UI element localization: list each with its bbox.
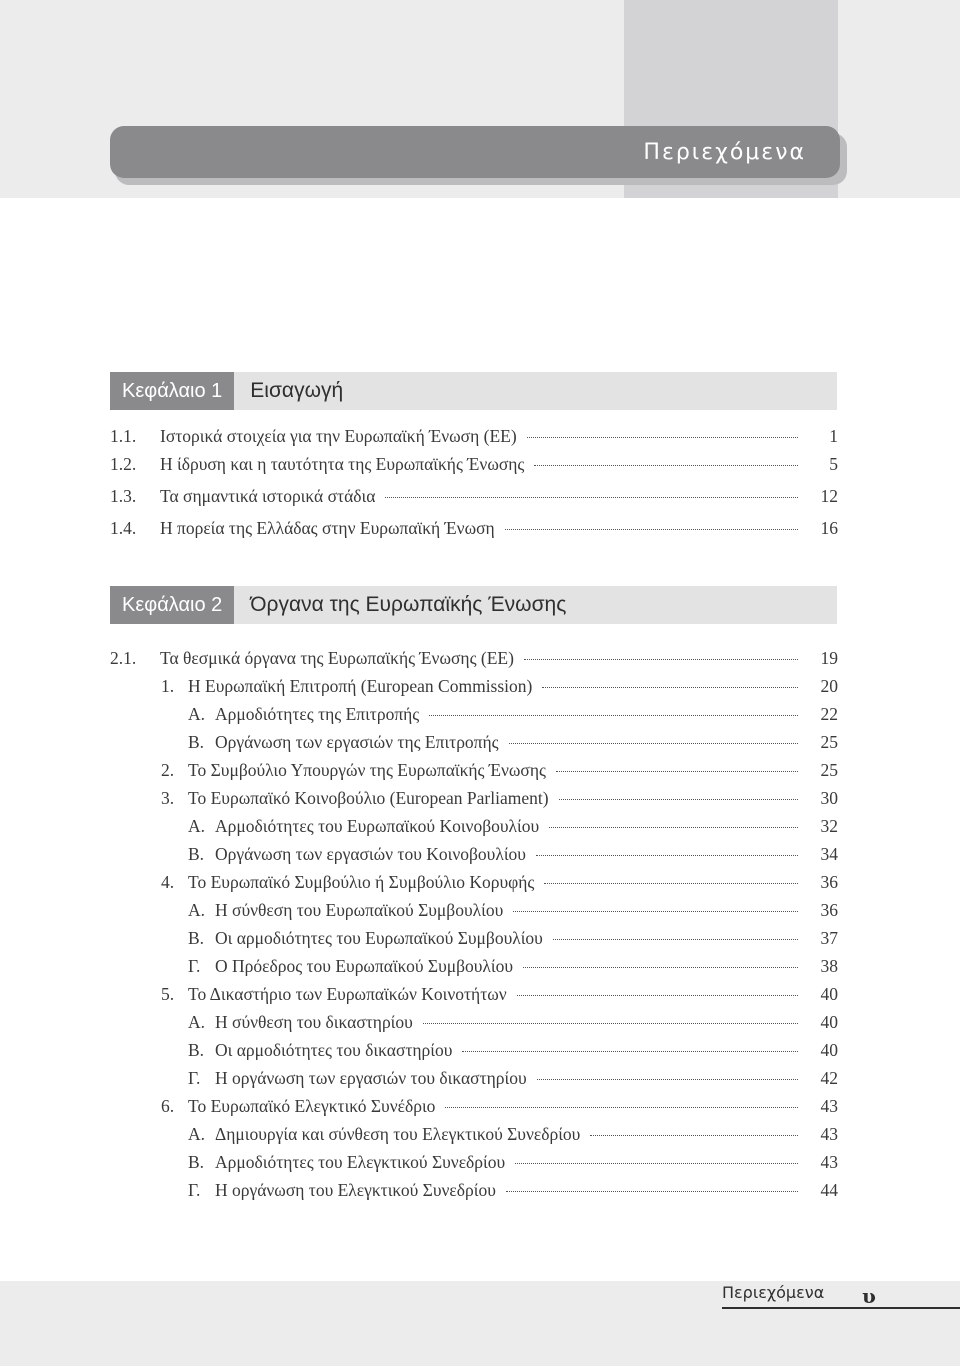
entry-number: 1.3. bbox=[110, 486, 137, 506]
subentry-title: Η σύνθεση του Ευρωπαϊκού Συμβουλίου bbox=[215, 900, 504, 920]
entry-title: Τα σημαντικά ιστορικά στάδια bbox=[160, 486, 376, 506]
subentry-number: Α. bbox=[188, 704, 206, 724]
subentry-number: Β. bbox=[188, 928, 205, 948]
subentry-page: 37 bbox=[820, 928, 838, 948]
toc-entry[interactable] bbox=[110, 518, 838, 542]
dot-leader bbox=[523, 967, 798, 968]
subentry-title: Οι αρμοδιότητες του Ευρωπαϊκού Συμβουλίου bbox=[215, 928, 543, 948]
entry-number: 1.1. bbox=[110, 426, 137, 446]
entry-page: 5 bbox=[829, 454, 838, 474]
dot-leader bbox=[445, 1107, 798, 1108]
chapter-1-label: Κεφάλαιο 1 bbox=[110, 372, 234, 410]
entry-number: 1.2. bbox=[110, 454, 137, 474]
subentry-page: 40 bbox=[820, 1012, 838, 1032]
subentry-title: Οργάνωση των εργασιών του Κοινοβουλίου bbox=[215, 844, 526, 864]
subentry-page: 32 bbox=[820, 816, 838, 836]
dot-leader bbox=[549, 827, 798, 828]
subentry-number: 1. bbox=[161, 676, 175, 696]
subentry-number: 2. bbox=[161, 760, 175, 780]
toc-entry[interactable] bbox=[110, 486, 838, 510]
entry-page: 19 bbox=[820, 648, 838, 668]
subentry-title: Οργάνωση των εργασιών της Επιτροπής bbox=[215, 732, 499, 752]
dot-leader bbox=[527, 437, 798, 438]
subentry-title: Το Συμβούλιο Υπουργών της Ευρωπαϊκής Ένωσης bbox=[188, 760, 546, 780]
dot-leader bbox=[517, 995, 798, 996]
dot-leader bbox=[590, 1135, 798, 1136]
subentry-number: 4. bbox=[161, 872, 175, 892]
toc-subentry[interactable] bbox=[188, 816, 838, 840]
dot-leader bbox=[513, 911, 798, 912]
dot-leader bbox=[534, 465, 798, 466]
subentry-page: 38 bbox=[820, 956, 838, 976]
subentry-number: Α. bbox=[188, 1124, 206, 1144]
footer-rule bbox=[722, 1307, 960, 1309]
dot-leader bbox=[385, 497, 798, 498]
footer-page-number: υ bbox=[862, 1284, 876, 1308]
subentry-number: 3. bbox=[161, 788, 175, 808]
subentry-number: Α. bbox=[188, 816, 206, 836]
subentry-page: 44 bbox=[820, 1180, 838, 1200]
entry-page: 16 bbox=[820, 518, 838, 538]
toc-entry[interactable] bbox=[110, 426, 838, 450]
toc-subentry[interactable] bbox=[161, 984, 838, 1008]
chapter-1-title: Εισαγωγή bbox=[250, 379, 344, 402]
dot-leader bbox=[544, 883, 798, 884]
dot-leader bbox=[559, 799, 798, 800]
subentry-title: Το Δικαστήριο των Ευρωπαϊκών Κοινοτήτων bbox=[188, 984, 507, 1004]
dot-leader bbox=[524, 659, 798, 660]
subentry-title: Το Ευρωπαϊκό Ελεγκτικό Συνέδριο bbox=[188, 1096, 436, 1116]
toc-entry[interactable] bbox=[110, 648, 838, 672]
entry-title: Η ίδρυση και η ταυτότητα της Ευρωπαϊκής Ένωσης bbox=[160, 454, 525, 474]
subentry-page: 43 bbox=[820, 1124, 838, 1144]
subentry-title: Αρμοδιότητες του Ευρωπαϊκού Κοινοβουλίου bbox=[215, 816, 540, 836]
chapter-2-label: Κεφάλαιο 2 bbox=[110, 586, 234, 624]
toc-subentry[interactable] bbox=[188, 900, 838, 924]
subentry-title: Η οργάνωση των εργασιών του δικαστηρίου bbox=[215, 1068, 527, 1088]
subentry-number: Β. bbox=[188, 732, 205, 752]
subentry-page: 42 bbox=[820, 1068, 838, 1088]
subentry-page: 36 bbox=[820, 900, 838, 920]
subentry-page: 25 bbox=[820, 760, 838, 780]
dot-leader bbox=[429, 715, 798, 716]
dot-leader bbox=[515, 1163, 798, 1164]
subentry-title: Η οργάνωση του Ελεγκτικού Συνεδρίου bbox=[215, 1180, 496, 1200]
entry-number: 1.4. bbox=[110, 518, 137, 538]
toc-subentry[interactable] bbox=[188, 844, 838, 868]
toc-subentry[interactable] bbox=[161, 760, 838, 784]
dot-leader bbox=[509, 743, 798, 744]
dot-leader bbox=[536, 855, 798, 856]
dot-leader bbox=[462, 1051, 798, 1052]
toc-subentry[interactable] bbox=[188, 928, 838, 952]
toc-subentry[interactable] bbox=[161, 676, 838, 700]
entry-title: Ιστορικά στοιχεία για την Ευρωπαϊκή Ένωση (ΕΕ) bbox=[160, 426, 517, 446]
subentry-page: 36 bbox=[820, 872, 838, 892]
entry-number: 2.1. bbox=[110, 648, 137, 668]
subentry-number: Γ. bbox=[188, 1180, 201, 1200]
toc-subentry[interactable] bbox=[188, 1040, 838, 1064]
subentry-number: 6. bbox=[161, 1096, 175, 1116]
toc-subentry[interactable] bbox=[188, 1180, 838, 1204]
subentry-page: 40 bbox=[820, 1040, 838, 1060]
subentry-number: 5. bbox=[161, 984, 175, 1004]
subentry-title: Το Ευρωπαϊκό Κοινοβούλιο (European Parliament) bbox=[188, 788, 549, 808]
toc-subentry[interactable] bbox=[188, 956, 838, 980]
subentry-title: Ο Πρόεδρος του Ευρωπαϊκού Συμβουλίου bbox=[215, 956, 514, 976]
entry-page: 1 bbox=[829, 426, 838, 446]
subentry-number: Α. bbox=[188, 900, 206, 920]
subentry-title: Το Ευρωπαϊκό Συμβούλιο ή Συμβούλιο Κορυφής bbox=[188, 872, 535, 892]
subentry-title: Οι αρμοδιότητες του δικαστηρίου bbox=[215, 1040, 453, 1060]
entry-page: 12 bbox=[820, 486, 838, 506]
toc-subentry[interactable] bbox=[161, 788, 838, 812]
subentry-number: Β. bbox=[188, 1152, 205, 1172]
toc-subentry[interactable] bbox=[161, 1096, 838, 1120]
subentry-page: 34 bbox=[820, 844, 838, 864]
toc-subentry[interactable] bbox=[188, 732, 838, 756]
subentry-page: 43 bbox=[820, 1096, 838, 1116]
toc-subentry[interactable] bbox=[161, 872, 838, 896]
chapter-1-header bbox=[110, 372, 837, 410]
subentry-page: 40 bbox=[820, 984, 838, 1004]
chapter-2-header bbox=[110, 586, 837, 624]
toc-subentry[interactable] bbox=[188, 1152, 838, 1176]
subentry-number: Γ. bbox=[188, 1068, 201, 1088]
subentry-page: 20 bbox=[820, 676, 838, 696]
entry-title: Τα θεσμικά όργανα της Ευρωπαϊκής Ένωσης (ΕΕ) bbox=[160, 648, 514, 668]
subentry-title: Δημιουργία και σύνθεση του Ελεγκτικού Συνεδρίου bbox=[215, 1124, 581, 1144]
toc-subentry[interactable] bbox=[188, 1012, 838, 1036]
chapter-2-title: Όργανα της Ευρωπαϊκής Ένωσης bbox=[250, 593, 567, 616]
dot-leader bbox=[553, 939, 798, 940]
subentry-title: Αρμοδιότητες της Επιτροπής bbox=[215, 704, 420, 724]
toc-subentry[interactable] bbox=[188, 704, 838, 728]
subentry-title: Η σύνθεση του δικαστηρίου bbox=[215, 1012, 413, 1032]
subentry-number: Β. bbox=[188, 1040, 205, 1060]
subentry-number: Α. bbox=[188, 1012, 206, 1032]
subentry-number: Β. bbox=[188, 844, 205, 864]
dot-leader bbox=[537, 1079, 798, 1080]
page-title: Περιεχόμενα bbox=[643, 139, 806, 165]
toc-entry[interactable] bbox=[110, 454, 838, 478]
toc-subentry[interactable] bbox=[188, 1124, 838, 1148]
dot-leader bbox=[556, 771, 798, 772]
subentry-page: 43 bbox=[820, 1152, 838, 1172]
subentry-title: Η Ευρωπαϊκή Επιτροπή (European Commission) bbox=[188, 676, 533, 696]
toc-subentry[interactable] bbox=[188, 1068, 838, 1092]
subentry-title: Αρμοδιότητες του Ελεγκτικού Συνεδρίου bbox=[215, 1152, 506, 1172]
dot-leader bbox=[423, 1023, 798, 1024]
subentry-page: 25 bbox=[820, 732, 838, 752]
subentry-page: 22 bbox=[820, 704, 838, 724]
footer-section-label: Περιεχόμενα bbox=[722, 1283, 825, 1302]
dot-leader bbox=[542, 687, 798, 688]
dot-leader bbox=[506, 1191, 798, 1192]
dot-leader bbox=[505, 529, 798, 530]
title-bar bbox=[110, 126, 840, 178]
entry-title: Η πορεία της Ελλάδας στην Ευρωπαϊκή Ένωση bbox=[160, 518, 495, 538]
subentry-number: Γ. bbox=[188, 956, 201, 976]
subentry-page: 30 bbox=[820, 788, 838, 808]
